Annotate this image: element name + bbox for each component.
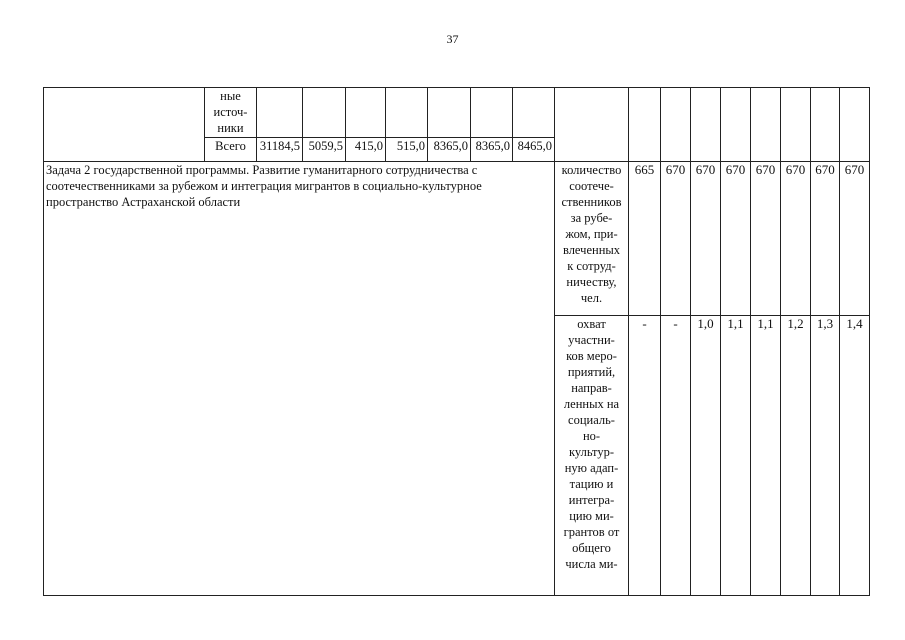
indicator-value: 1,3 bbox=[811, 316, 840, 596]
indicator-value: 1,1 bbox=[751, 316, 781, 596]
funding-empty-cell bbox=[513, 88, 555, 138]
funding-empty-cell bbox=[346, 88, 386, 138]
indicator-value: 1,4 bbox=[840, 316, 870, 596]
funding-total-value: 5059,5 bbox=[303, 138, 346, 162]
funding-empty-cell bbox=[386, 88, 428, 138]
indicator-empty-cell bbox=[555, 88, 629, 162]
indicator-value: 670 bbox=[840, 162, 870, 316]
indicator-value: 1,1 bbox=[721, 316, 751, 596]
indicator-value: 670 bbox=[811, 162, 840, 316]
funding-total-label: Всего bbox=[205, 138, 257, 162]
funding-total-value: 8365,0 bbox=[428, 138, 471, 162]
funding-source-label: ные источ- ники bbox=[205, 88, 257, 138]
funding-sources-row bbox=[44, 88, 870, 138]
indicator-name: количество соотече- ственников за рубе- жом, при- влеченных к сотруд- ничеству, чел. bbox=[555, 162, 629, 316]
funding-total-value: 31184,5 bbox=[257, 138, 303, 162]
indicator-value: 670 bbox=[691, 162, 721, 316]
indicator-empty-cell bbox=[661, 88, 691, 162]
indicator-row bbox=[44, 162, 870, 316]
indicator-empty-cell bbox=[811, 88, 840, 162]
page-number: 37 bbox=[446, 32, 459, 46]
indicator-value: 670 bbox=[721, 162, 751, 316]
funding-empty-cell bbox=[428, 88, 471, 138]
funding-total-value: 415,0 bbox=[346, 138, 386, 162]
indicator-empty-cell bbox=[840, 88, 870, 162]
indicator-value: - bbox=[629, 316, 661, 596]
program-table bbox=[43, 87, 870, 596]
funding-empty-cell bbox=[471, 88, 513, 138]
indicator-empty-cell bbox=[691, 88, 721, 162]
indicator-value: 670 bbox=[751, 162, 781, 316]
funding-total-value: 8465,0 bbox=[513, 138, 555, 162]
indicator-name: охват участни- ков меро- приятий, направ- ленных на социаль- но- культур- ную адап- тацию и интегра- цию ми- грантов от общего числа ми- bbox=[555, 316, 629, 596]
funding-total-value: 515,0 bbox=[386, 138, 428, 162]
blank-cell bbox=[44, 88, 205, 162]
indicator-empty-cell bbox=[629, 88, 661, 162]
task-description: Задача 2 государственной программы. Развитие гуманитарного сотрудничества с соотечественниками за рубежом и интеграция мигрантов в социально-культурное пространство Астраханской области bbox=[44, 162, 555, 596]
indicator-empty-cell bbox=[751, 88, 781, 162]
indicator-value: 670 bbox=[781, 162, 811, 316]
indicator-value: 665 bbox=[629, 162, 661, 316]
indicator-value: 1,2 bbox=[781, 316, 811, 596]
indicator-value: 670 bbox=[661, 162, 691, 316]
indicator-value: 1,0 bbox=[691, 316, 721, 596]
funding-empty-cell bbox=[303, 88, 346, 138]
funding-total-value: 8365,0 bbox=[471, 138, 513, 162]
indicator-value: - bbox=[661, 316, 691, 596]
funding-empty-cell bbox=[257, 88, 303, 138]
indicator-empty-cell bbox=[721, 88, 751, 162]
indicator-empty-cell bbox=[781, 88, 811, 162]
